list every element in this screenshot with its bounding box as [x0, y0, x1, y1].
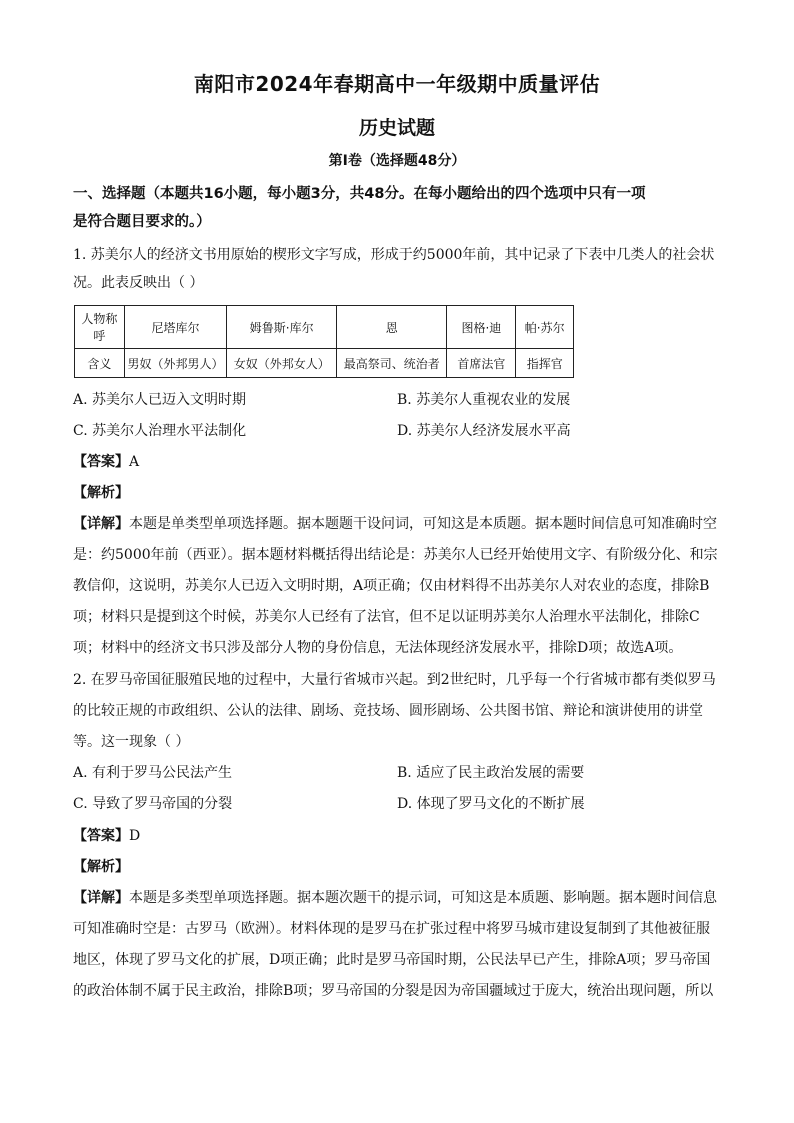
q2-stem-line1: 2. 在罗马帝国征服殖民地的过程中，大量行省城市兴起。到2世纪时，几乎每一个行省城市都有类似罗马 — [73, 672, 716, 688]
q1-option-c: C. 苏美尔人治理水平法制化 — [73, 423, 247, 439]
q1-table-meaning-row — [75, 349, 574, 378]
q1-stem-line2: 况。此表反映出（ ） — [73, 275, 204, 291]
answer-tag: 【答案】 — [73, 454, 129, 470]
q1-table-cell: 含义 — [75, 349, 125, 378]
q1-detail-line: 项；材料只是提到这个时候，苏美尔人已经有了法官，但不足以证明苏美尔人治理水平法制化，排除C — [73, 609, 700, 625]
answer-tag: 【答案】 — [73, 828, 129, 844]
q1-detail-line: 是：约5000年前（西亚）。据本题材料概括得出结论是：苏美尔人已经开始使用文字、有阶级分化、和宗 — [73, 547, 718, 563]
q2-answer — [73, 826, 723, 846]
q1-detail-line: 项；材料中的经济文书只涉及部分人物的身份信息，无法体现经济发展水平，排除D项；故选A项。 — [73, 640, 683, 656]
section-instruction-line2: 是符合题目要求的。） — [73, 214, 211, 230]
q2-option-a: A. 有利于罗马公民法产生 — [73, 765, 233, 781]
q1-table-cell: 尼塔库尔 — [124, 306, 226, 349]
q1-table-header-row — [75, 306, 574, 349]
q1-option-d: D. 苏美尔人经济发展水平高 — [397, 423, 571, 439]
q2-detail-line: 地区，体现了罗马文化的扩展，D项正确；此时是罗马帝国时期，公民法早已产生，排除A项；罗马帝国 — [73, 952, 711, 968]
q1-detail-line — [73, 514, 723, 534]
q2-analysis-tag: 【解析】 — [73, 859, 129, 875]
q1-option-a: A. 苏美尔人已迈入文明时期 — [73, 392, 247, 408]
q1-table-cell: 首席法官 — [447, 349, 516, 378]
q1-table-cell: 女奴（外邦女人） — [227, 349, 337, 378]
q2-detail-line: 可知准确时空是：古罗马（欧洲）。材料体现的是罗马在扩张过程中将罗马城市建设复制到了其他被征服 — [73, 921, 710, 937]
volume-heading: 第Ⅰ卷（选择题48分） — [328, 153, 466, 169]
q1-table — [74, 305, 574, 378]
q2-stem-line2: 的比较正规的市政组织、公认的法律、剧场、竞技场、圆形剧场、公共图书馆、辩论和演讲使用的讲堂 — [73, 703, 703, 719]
answer-value: D — [129, 828, 141, 844]
q2-detail-line — [73, 888, 723, 908]
q2-option-b: B. 适应了民主政治发展的需要 — [397, 765, 585, 781]
q1-detail-line: 教信仰，这说明，苏美尔人已迈入文明时期，A项正确；仅由材料得不出苏美尔人对农业的态度，排除B — [73, 578, 710, 594]
q2-option-c: C. 导致了罗马帝国的分裂 — [73, 796, 233, 812]
q1-analysis-tag: 【解析】 — [73, 485, 129, 501]
exam-title: 南阳市2024年春期高中一年级期中质量评估 — [193, 72, 601, 96]
q1-table-cell: 帕·苏尔 — [516, 306, 574, 349]
q1-stem-line1: 1. 苏美尔人的经济文书用原始的楔形文字写成，形成于约5000年前，其中记录了下表中几类人的社会状 — [73, 247, 715, 263]
answer-value: A — [129, 454, 140, 470]
q2-option-d: D. 体现了罗马文化的不断扩展 — [397, 796, 585, 812]
section-instruction-line1: 一、选择题（本题共16小题，每小题3分，共48分。在每小题给出的四个选项中只有一项 — [73, 186, 646, 202]
q1-table-cell: 男奴（外邦男人） — [124, 349, 226, 378]
detail-tag: 【详解】 — [73, 516, 129, 532]
q1-table-cell: 姆鲁斯·库尔 — [227, 306, 337, 349]
q2-detail-line: 的政治体制不属于民主政治，排除B项；罗马帝国的分裂是因为帝国疆域过于庞大，统治出现问题，所以 — [73, 983, 714, 999]
q1-answer — [73, 452, 723, 472]
q1-table-cell: 指挥官 — [516, 349, 574, 378]
detail-tag: 【详解】 — [73, 890, 129, 906]
detail-text: 本题是单类型单项选择题。据本题题干设问词，可知这是本质题。据本题时间信息可知准确时空 — [129, 516, 717, 532]
detail-text: 本题是多类型单项选择题。据本题次题干的提示词，可知这是本质题、影响题。据本题时间信息 — [129, 890, 717, 906]
q1-table-cell: 图格·迪 — [447, 306, 516, 349]
q1-option-b: B. 苏美尔人重视农业的发展 — [397, 392, 571, 408]
q1-table-cell: 最高祭司、统治者 — [337, 349, 447, 378]
subject-title: 历史试题 — [358, 117, 435, 139]
q1-table-cell: 恩 — [337, 306, 447, 349]
q1-table-cell: 人物称呼 — [75, 306, 125, 349]
q2-stem-line3: 等。这一现象（ ） — [73, 734, 190, 750]
